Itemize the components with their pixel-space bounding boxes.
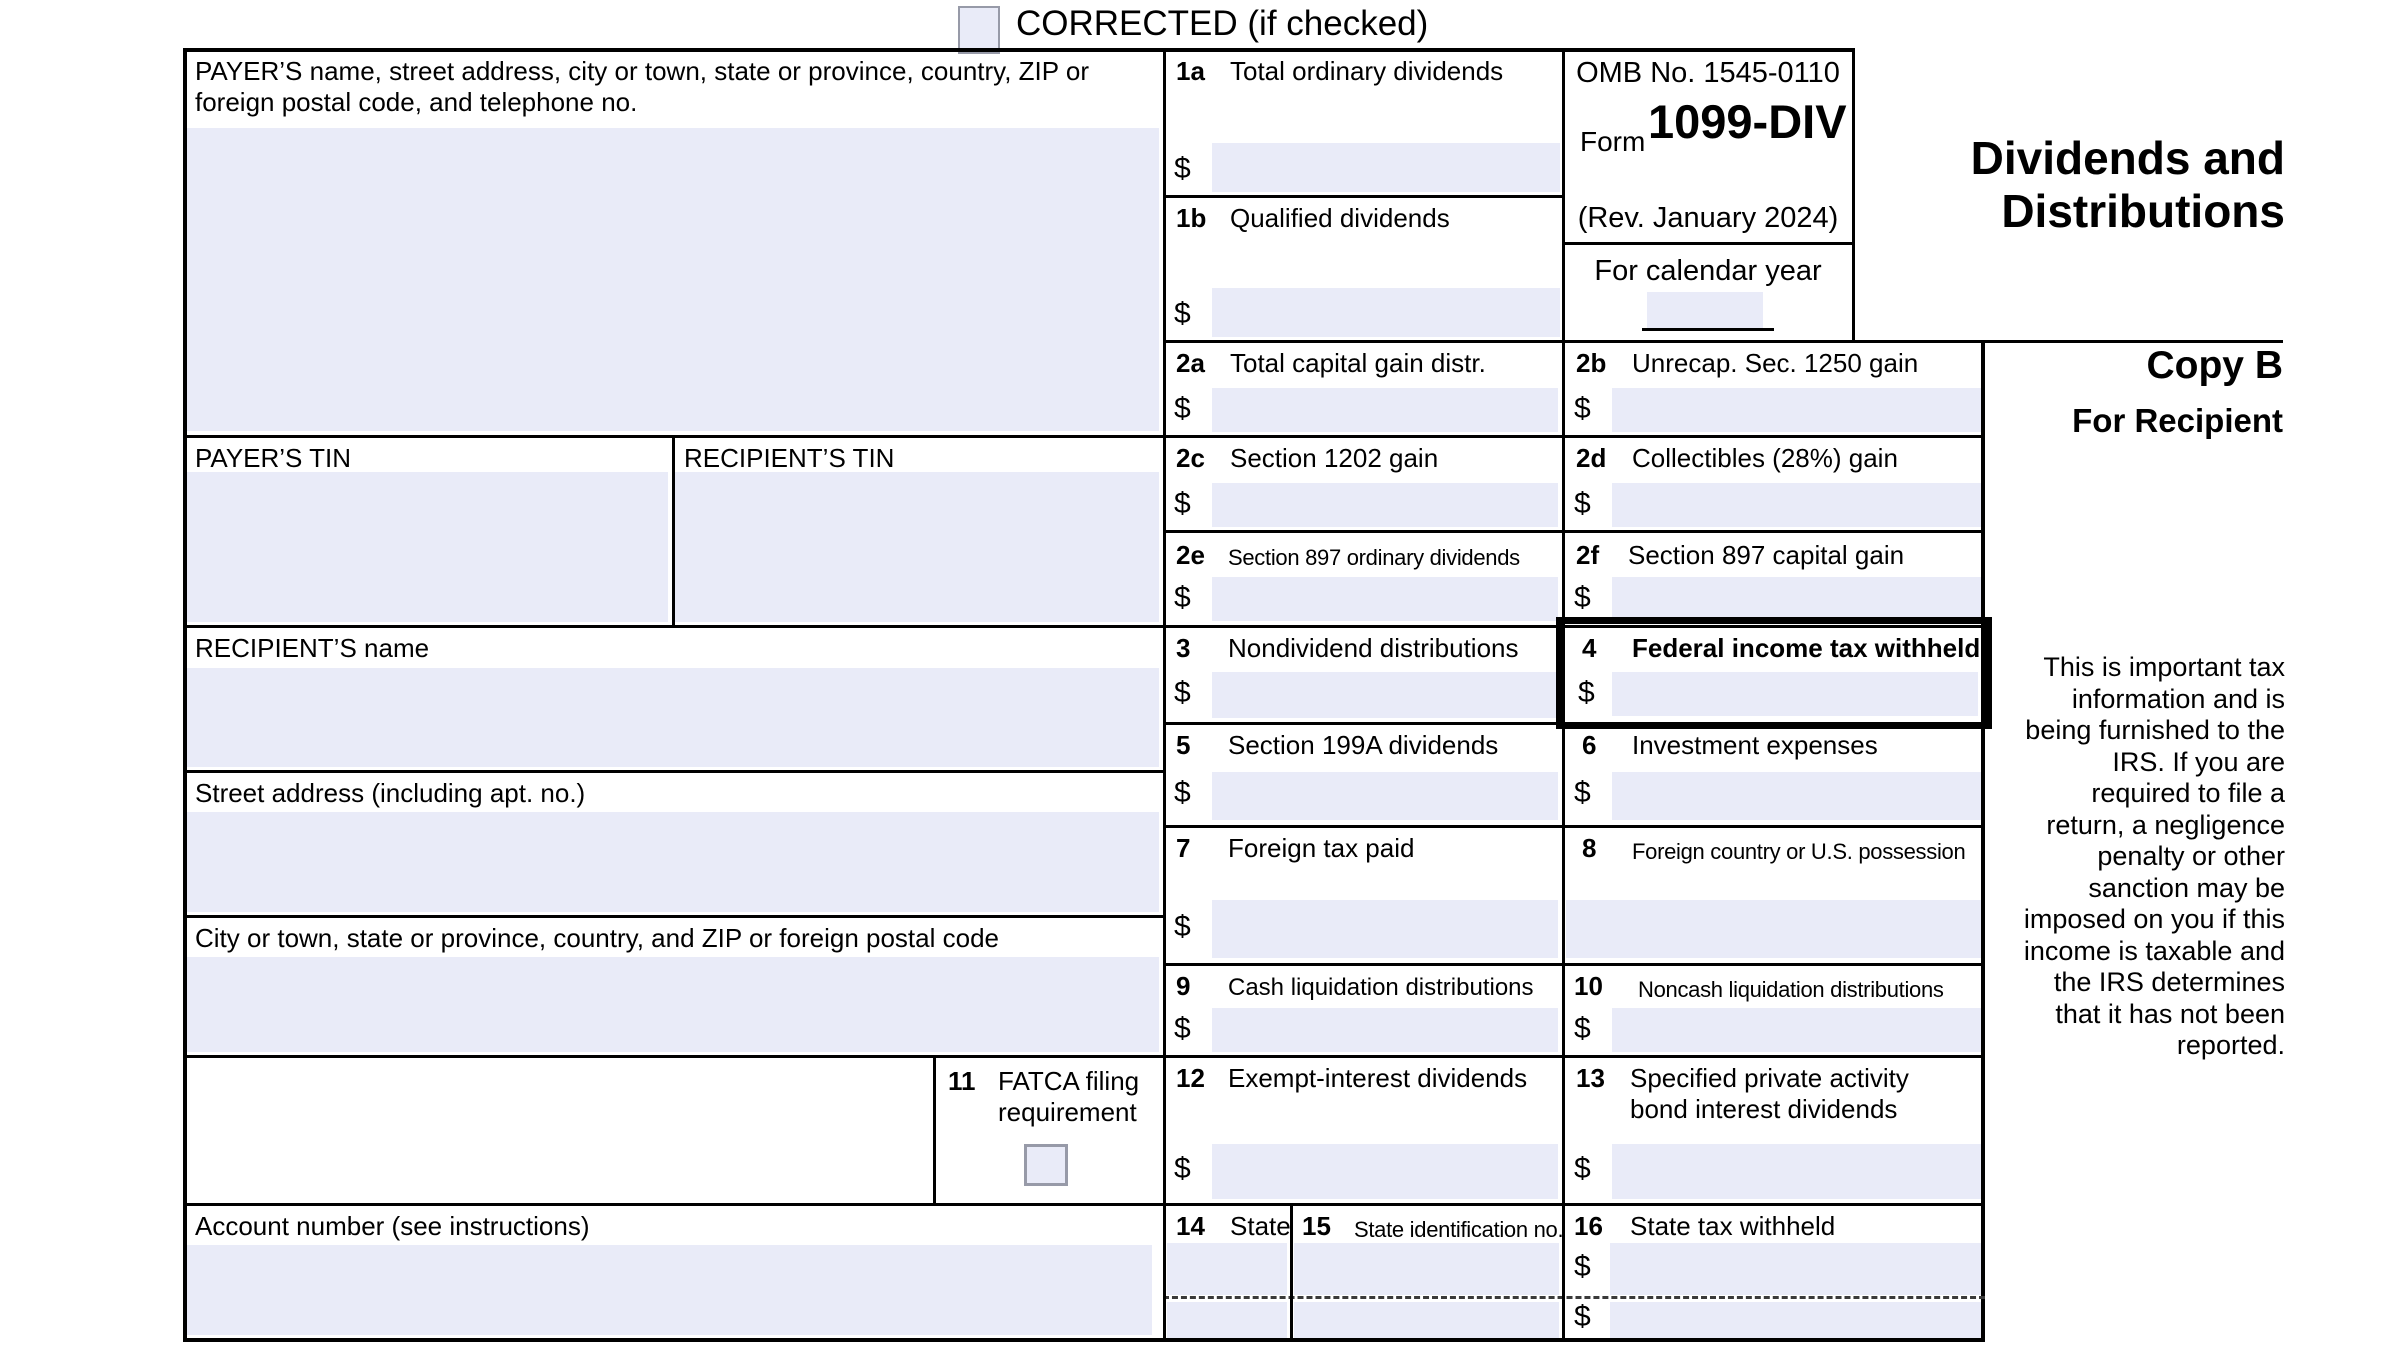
box-5-amount-field[interactable] [1212, 772, 1558, 820]
box-7-label: Foreign tax paid [1228, 833, 1415, 863]
corrected-label: CORRECTED (if checked) [1016, 4, 1429, 43]
box-2f-number: 2f [1576, 540, 1600, 570]
line-row-2c-2e [1163, 530, 1985, 533]
box-14-state-field-1[interactable] [1167, 1243, 1287, 1295]
divider-omb-right [1852, 48, 1855, 340]
calendar-year-label: For calendar year [1594, 255, 1822, 287]
box-9-label: Cash liquidation distributions [1228, 974, 1534, 1001]
box-1b-label: Qualified dividends [1230, 203, 1450, 233]
box-5-number: 5 [1176, 730, 1191, 760]
box-5-dollar: $ [1174, 776, 1191, 809]
box-6-label: Investment expenses [1632, 730, 1878, 760]
box-2f-amount-field[interactable] [1612, 577, 1982, 621]
form-title: Dividends and Distributions [1970, 132, 2285, 237]
payer-info-field[interactable] [187, 128, 1159, 431]
recipient-notice: This is important tax information and is being furnished to the IRS. If you are required to file a return, a negligence penalty or other sanction may be imposed on you if this income is taxable and the IRS determines that it has not been reported. [2023, 652, 2285, 1060]
border-right [1981, 340, 1985, 1342]
recipient-tin-field[interactable] [675, 472, 1159, 622]
form-number: 1099-DIV [1648, 95, 1847, 148]
box-16-label: State tax withheld [1630, 1211, 1836, 1241]
box-16-number: 16 [1574, 1211, 1603, 1241]
box-8-country-field[interactable] [1566, 900, 1982, 958]
box-10-label: Noncash liquidation distributions [1638, 977, 1944, 1002]
box-7-dollar: $ [1174, 910, 1191, 943]
line-row-account-top [183, 1203, 1985, 1206]
box-6-amount-field[interactable] [1612, 772, 1982, 820]
divider-tin [672, 435, 675, 625]
box-2a-number: 2a [1176, 348, 1205, 378]
box-2b-label: Unrecap. Sec. 1250 gain [1632, 348, 1919, 378]
box-16-amount-field-2[interactable] [1610, 1302, 1982, 1338]
box-1b-number: 1b [1176, 203, 1207, 233]
box-2e-amount-field[interactable] [1212, 577, 1558, 621]
box-11-label: FATCA filing requirement [998, 1066, 1140, 1127]
box-2a-label: Total capital gain distr. [1230, 348, 1486, 378]
box-6-dollar: $ [1574, 776, 1591, 809]
box-2a-amount-field[interactable] [1212, 388, 1558, 432]
box-4-number: 4 [1582, 633, 1597, 663]
line-omb-calendar [1562, 242, 1852, 245]
box-2c-label: Section 1202 gain [1230, 443, 1439, 473]
border-bottom [183, 1338, 1985, 1342]
box-1a-number: 1a [1176, 56, 1205, 86]
line-street-top [183, 770, 1163, 773]
line-row-2a-top [1163, 340, 2283, 343]
box-2b-amount-field[interactable] [1612, 388, 1982, 432]
recipient-name-label: RECIPIENT’S name [195, 633, 430, 663]
border-left [183, 48, 187, 1342]
box-2f-label: Section 897 capital gain [1628, 540, 1905, 570]
box-15-label: State identification no. [1354, 1217, 1564, 1242]
copy-b-label: Copy B [2146, 344, 2283, 387]
form-word: Form [1580, 126, 1646, 157]
box-16-dollar-1: $ [1574, 1250, 1591, 1283]
box-12-dollar: $ [1174, 1152, 1191, 1185]
box-2a-dollar: $ [1174, 392, 1191, 425]
box-2d-number: 2d [1576, 443, 1607, 473]
calendar-year-underline [1642, 328, 1774, 331]
box-13-number: 13 [1576, 1063, 1605, 1093]
for-recipient-label: For Recipient [2072, 402, 2283, 439]
box-12-label: Exempt-interest dividends [1228, 1063, 1528, 1093]
box-1a-dollar: $ [1174, 152, 1191, 185]
box-16-amount-field-1[interactable] [1610, 1243, 1982, 1295]
line-row-11-top [183, 1055, 1985, 1058]
recipient-name-field[interactable] [187, 668, 1159, 767]
fatca-checkbox[interactable] [1024, 1144, 1068, 1186]
box-6-number: 6 [1582, 730, 1597, 760]
box-2d-dollar: $ [1574, 487, 1591, 520]
box-15-id-field-2[interactable] [1294, 1302, 1559, 1338]
city-label: City or town, state or province, country, and ZIP or foreign postal code [195, 923, 999, 953]
box-2d-amount-field[interactable] [1612, 483, 1982, 527]
omb-number: OMB No. 1545-0110 [1576, 57, 1840, 89]
line-city-top [183, 915, 1163, 918]
box-2c-number: 2c [1176, 443, 1205, 473]
box-15-number: 15 [1302, 1211, 1331, 1241]
box-10-dollar: $ [1574, 1012, 1591, 1045]
box-5-label: Section 199A dividends [1228, 730, 1499, 760]
box-12-amount-field[interactable] [1212, 1144, 1558, 1199]
divider-fatca [933, 1055, 936, 1203]
box-2b-number: 2b [1576, 348, 1607, 378]
city-field[interactable] [187, 957, 1159, 1052]
box-9-dollar: $ [1174, 1012, 1191, 1045]
corrected-checkbox[interactable] [958, 6, 1000, 54]
box-3-label: Nondividend distributions [1228, 633, 1519, 663]
box-2b-dollar: $ [1574, 392, 1591, 425]
box-1b-dollar: $ [1174, 297, 1191, 330]
box-7-amount-field[interactable] [1212, 900, 1558, 958]
account-number-label: Account number (see instructions) [195, 1211, 590, 1241]
box-2d-label: Collectibles (28%) gain [1632, 443, 1898, 473]
payer-tin-field[interactable] [187, 472, 668, 622]
payer-info-label: PAYER’S name, street address, city or town, state or province, country, ZIP or foreign postal code, and telephone no. [195, 56, 1089, 117]
street-address-field[interactable] [187, 812, 1159, 912]
street-address-label: Street address (including apt. no.) [195, 778, 586, 808]
box-4-label: Federal income tax withheld [1632, 633, 1981, 663]
divider-main [1163, 48, 1166, 1342]
line-row-7-9 [1163, 963, 1985, 966]
account-number-field[interactable] [187, 1245, 1152, 1335]
box-3-amount-field[interactable] [1212, 672, 1558, 718]
box-8-number: 8 [1582, 833, 1597, 863]
box-10-number: 10 [1574, 971, 1603, 1001]
box-11-number: 11 [948, 1066, 976, 1096]
box-14-state-field-2[interactable] [1167, 1302, 1287, 1338]
line-1a-1b [1163, 195, 1562, 198]
box-8-label: Foreign country or U.S. possession [1632, 839, 1966, 864]
box-2e-number: 2e [1176, 540, 1205, 570]
box-1a-amount-field[interactable] [1212, 143, 1560, 192]
box-16-dollar-2: $ [1574, 1300, 1591, 1333]
box-14-label: State [1230, 1211, 1291, 1241]
box-15-id-field-1[interactable] [1294, 1243, 1559, 1295]
box-7-number: 7 [1176, 833, 1191, 863]
line-row-tin-top [183, 435, 1985, 438]
box-9-number: 9 [1176, 971, 1191, 1001]
box-4-dollar: $ [1578, 676, 1595, 709]
box-1b-amount-field[interactable] [1212, 288, 1560, 337]
box-13-dollar: $ [1574, 1152, 1591, 1185]
box-1a-label: Total ordinary dividends [1230, 56, 1504, 86]
box-2f-dollar: $ [1574, 581, 1591, 614]
box-3-dollar: $ [1174, 676, 1191, 709]
line-state-dashed [1163, 1296, 1985, 1299]
box-9-amount-field[interactable] [1212, 1008, 1558, 1052]
box-2e-dollar: $ [1174, 581, 1191, 614]
box-2c-amount-field[interactable] [1212, 483, 1558, 527]
border-top [183, 48, 1852, 52]
box-10-amount-field[interactable] [1612, 1008, 1982, 1052]
box-13-label: Specified private activity bond interest dividends [1630, 1063, 1909, 1124]
box-3-number: 3 [1176, 633, 1191, 663]
box-14-number: 14 [1176, 1211, 1205, 1241]
box-2c-dollar: $ [1174, 487, 1191, 520]
calendar-year-field[interactable] [1647, 292, 1763, 328]
box-13-amount-field[interactable] [1612, 1144, 1982, 1199]
form-revision: (Rev. January 2024) [1577, 202, 1839, 234]
recipient-tin-label: RECIPIENT’S TIN [684, 443, 895, 473]
line-row-5-7 [1163, 825, 1985, 828]
payer-tin-label: PAYER’S TIN [195, 443, 352, 473]
box-12-number: 12 [1176, 1063, 1205, 1093]
box-2e-label: Section 897 ordinary dividends [1228, 545, 1520, 570]
